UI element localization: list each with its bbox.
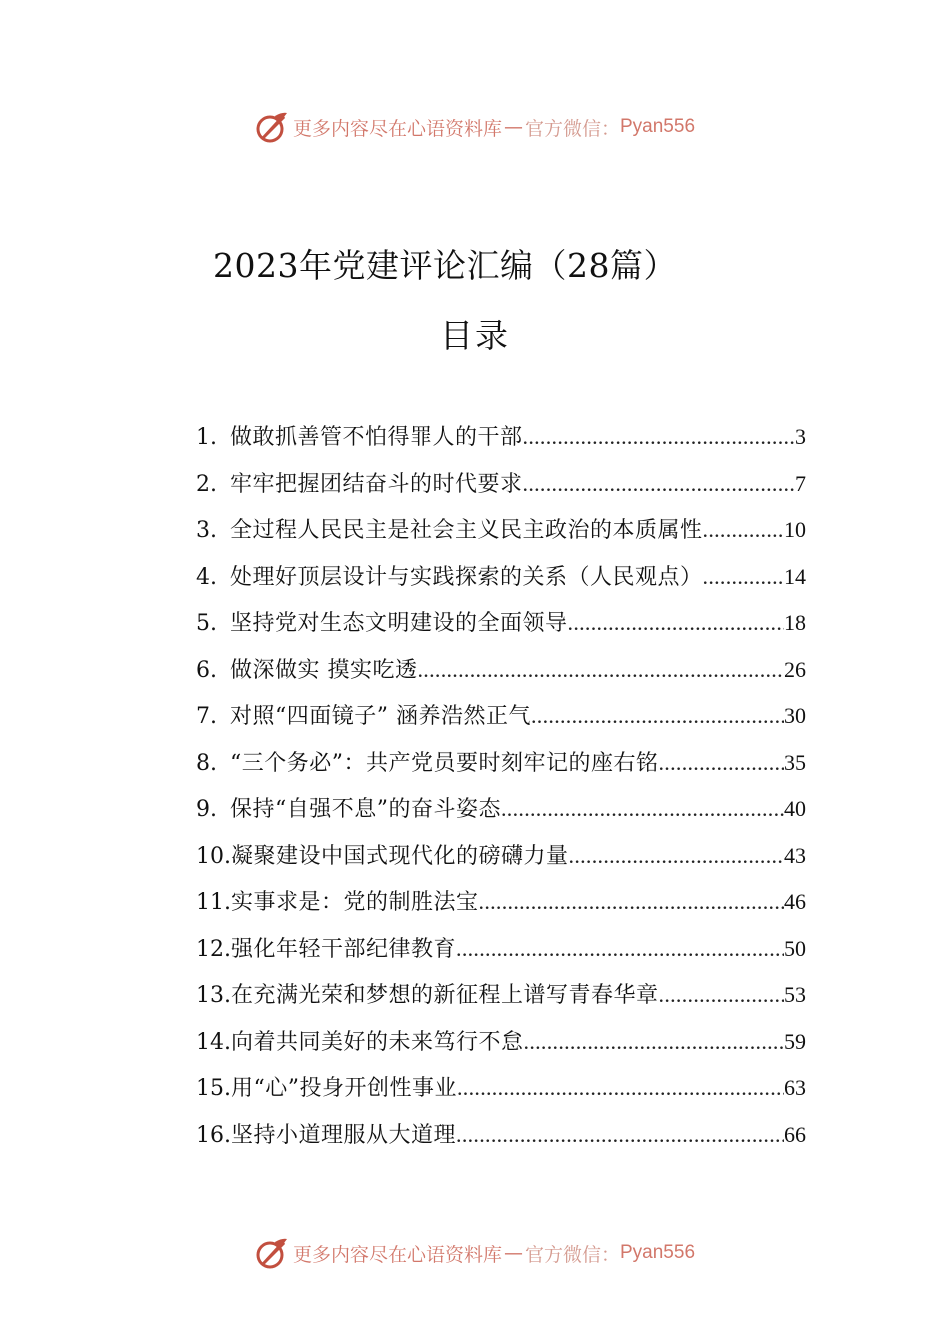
toc-title: 向着共同美好的未来笃行不怠 (231, 1029, 524, 1055)
toc-number: 11. (196, 890, 231, 915)
toc-page-number: 18 (784, 610, 806, 635)
toc-title: 坚持党对生态文明建设的全面领导 (230, 611, 568, 636)
quill-logo-icon (255, 1236, 289, 1270)
toc-entry[interactable] (196, 839, 806, 886)
toc-heading: 目录 (440, 316, 510, 355)
toc-entry[interactable] (196, 885, 806, 932)
toc-entry[interactable] (196, 746, 806, 793)
toc-number: 10. (196, 843, 231, 869)
toc-number: 2. (196, 471, 217, 497)
toc-title: 对照“四面镜子” 涵养浩然正气 (230, 704, 531, 729)
wechat-id: Pyan556 (620, 116, 696, 137)
toc-entry[interactable] (196, 1071, 806, 1118)
watermark-separator: — (503, 1242, 523, 1264)
toc-leader (703, 560, 784, 594)
toc-entry[interactable] (196, 1118, 806, 1165)
toc-leader (501, 792, 784, 826)
toc-title: 保持“自强不息”的奋斗姿态 (230, 797, 501, 822)
toc-entry[interactable] (196, 978, 806, 1025)
watermark-text: 更多内容尽在心语资料库 (292, 117, 502, 140)
toc-title: 在充满光荣和梦想的新征程上谱写青春华章 (231, 983, 659, 1008)
toc-entry[interactable] (196, 792, 806, 839)
toc-page-number: 40 (784, 796, 806, 821)
toc-leader (456, 932, 784, 966)
toc-number: 6. (196, 657, 217, 683)
toc-number: 16. (196, 1122, 231, 1148)
quill-logo-icon (255, 110, 289, 144)
toc-entry[interactable] (196, 653, 806, 700)
toc-title: 坚持小道理服从大道理 (231, 1122, 457, 1148)
toc-leader (531, 699, 784, 733)
toc-page-number: 53 (784, 982, 806, 1007)
toc-page-number: 63 (784, 1075, 806, 1100)
toc-entry[interactable] (196, 560, 806, 607)
toc-entry[interactable] (196, 467, 806, 514)
toc-leader (479, 885, 784, 919)
toc-page-number: 10 (784, 517, 806, 542)
wechat-id: Pyan556 (620, 1242, 696, 1263)
toc-leader (418, 653, 785, 687)
watermark-separator: — (503, 116, 523, 138)
table-of-contents (196, 420, 806, 1164)
toc-entry[interactable] (196, 1025, 806, 1072)
toc-entry[interactable] (196, 513, 806, 560)
toc-number: 15. (196, 1076, 231, 1101)
toc-leader (703, 513, 784, 547)
wechat-label: 官方微信： (524, 117, 620, 140)
toc-leader (524, 1025, 784, 1059)
toc-page-number: 43 (784, 842, 806, 868)
toc-number: 13. (196, 983, 231, 1008)
toc-leader (456, 1118, 784, 1152)
toc-page-number: 66 (784, 1121, 806, 1147)
toc-title: 牢牢把握团结奋斗的时代要求 (230, 471, 523, 497)
toc-page-number: 46 (784, 889, 806, 914)
toc-number: 4. (196, 564, 217, 590)
toc-title: 实事求是：党的制胜法宝 (231, 890, 479, 915)
toc-page-number: 59 (784, 1028, 806, 1054)
toc-title: 用“心”投身开创性事业 (231, 1076, 457, 1101)
toc-title: 处理好顶层设计与实践探索的关系（人民观点） (230, 564, 703, 590)
toc-number: 5. (196, 611, 217, 636)
toc-leader (457, 1071, 784, 1105)
toc-leader (569, 839, 784, 873)
toc-number: 3. (196, 518, 217, 543)
watermark-header (0, 107, 950, 147)
toc-page-number: 7 (795, 470, 806, 496)
toc-title: 做深做实 摸实吃透 (230, 657, 418, 683)
toc-number: 12. (196, 936, 231, 962)
toc-number: 14. (196, 1029, 231, 1055)
toc-title: “三个务必”：共产党员要时刻牢记的座右铭 (230, 750, 659, 776)
toc-entry[interactable] (196, 932, 806, 979)
toc-title: 凝聚建设中国式现代化的磅礴力量 (231, 843, 569, 869)
toc-leader (568, 606, 784, 640)
toc-page-number: 3 (795, 424, 806, 449)
toc-leader (659, 978, 784, 1012)
toc-page-number: 35 (784, 749, 806, 775)
toc-number: 7. (196, 704, 217, 729)
toc-leader (523, 420, 795, 454)
toc-number: 9. (196, 797, 217, 822)
toc-leader (659, 746, 785, 780)
toc-page-number: 26 (784, 656, 806, 682)
toc-page-number: 30 (784, 703, 806, 728)
watermark-footer (0, 1233, 950, 1273)
toc-title: 全过程人民民主是社会主义民主政治的本质属性 (230, 518, 703, 543)
toc-title: 强化年轻干部纪律教育 (231, 936, 457, 962)
toc-number: 8. (196, 750, 217, 776)
toc-title: 做敢抓善管不怕得罪人的干部 (230, 425, 523, 450)
toc-entry[interactable] (196, 420, 806, 467)
toc-leader (523, 467, 795, 501)
toc-page-number: 50 (784, 935, 806, 961)
document-title: 2023年党建评论汇编（28篇） (213, 246, 677, 285)
toc-number: 1. (196, 425, 217, 450)
toc-entry[interactable] (196, 606, 806, 653)
watermark-text: 更多内容尽在心语资料库 (292, 1243, 502, 1266)
toc-page-number: 14 (784, 563, 806, 589)
toc-entry[interactable] (196, 699, 806, 746)
wechat-label: 官方微信： (524, 1243, 620, 1266)
